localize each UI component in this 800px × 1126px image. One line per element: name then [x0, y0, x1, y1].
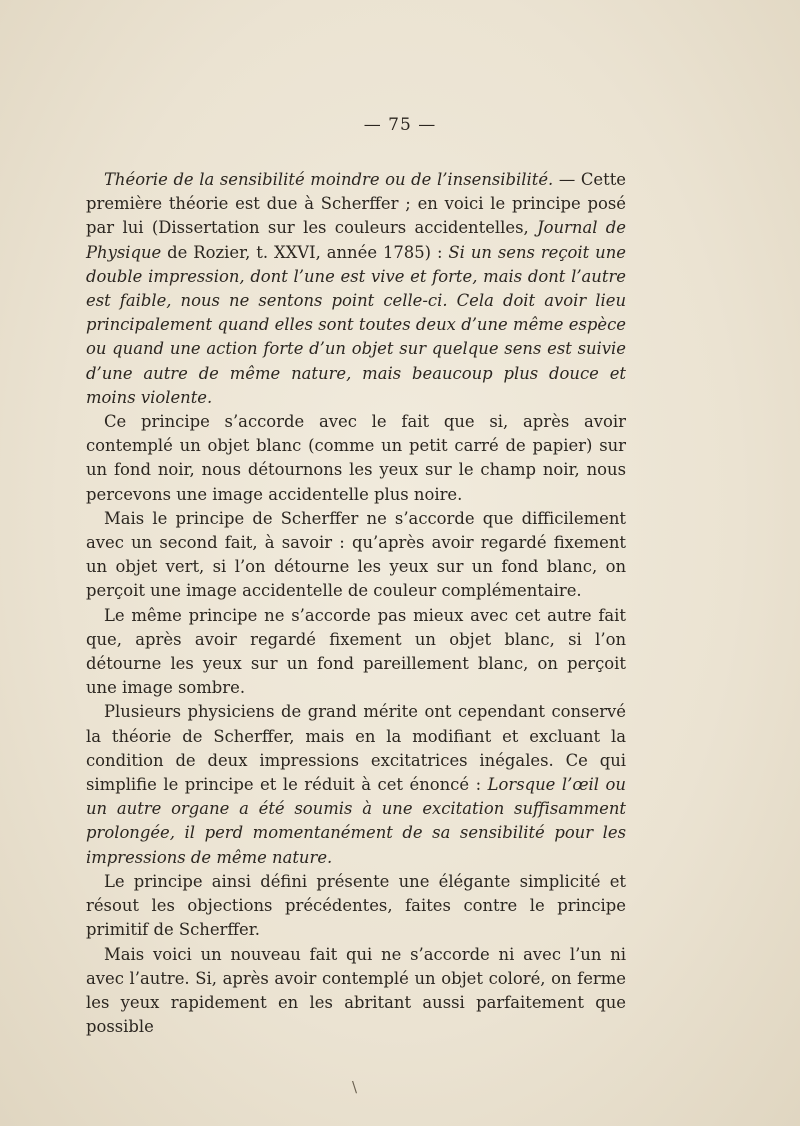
- journal-title: Journal de Physique: [86, 218, 627, 262]
- paragraph-text: Plusieurs physiciens de grand mérite ont cependant conservé la théorie de Scherffer, mais en la modifiant et excluant la condition de deux impressions excitatrices inégales. Ce qui simplifie le principe et le réduit à cet énoncé :: [86, 702, 626, 795]
- paragraph: Mais voici un nouveau fait qui ne s’accorde ni avec l’un ni avec l’autre. Si, après avoir contemplé un objet coloré, on ferme les yeux rapidement en les abritant aussi parfaitement que possible: [86, 944, 626, 1037]
- paragraph-modified-theory: [86, 700, 626, 869]
- modified-principle-quote: Lorsque l’œil ou un autre organe a été soumis à une excitation suffisamment prolongée, il perd momentanément de sa sensibilité pour les impressions de même nature.: [86, 775, 626, 867]
- ink-mark: \: [352, 1078, 358, 1096]
- paragraph: Ce principe s’accorde avec le fait que si, après avoir contemplé un objet blanc (comme un petit carré de papier) sur un fond noir, nous détournons les yeux sur le champ noir, nous percevons une image accidentelle plus noire.: [86, 412, 626, 504]
- paragraph-scherffer-theory: [86, 168, 626, 410]
- paragraph: Mais le principe de Scherffer ne s’accorde que difficilement avec un second fait, à savoir : qu’après avoir regardé fixement un objet vert, si l’on détourne les yeux sur un fond blanc, on perçoit une image accidentelle de couleur complémentaire.: [86, 508, 626, 601]
- section-heading: Théorie de la sensibilité moindre ou de l’insensibilité.: [104, 170, 554, 189]
- paragraph-text: de Rozier, t. XXVI, année 1785) :: [161, 242, 449, 262]
- principle-quote: Si un sens reçoit une double impression, dont l’une est vive et forte, mais dont l’autre est faible, nous ne sentons point celle-ci. Cela doit avoir lieu principalement quand elles sont toutes deux d’une même espèce ou quand une action forte d’un objet sur quelque sens est suivie d’une autre de même nature, mais beaucoup plus douce et moins violente.: [86, 242, 626, 407]
- paragraph-text: — Cette première théorie est due à Scherffer ; en voici le principe posé par lui (Dissertation sur les couleurs accidentelles,: [86, 170, 626, 238]
- paragraph: Le principe ainsi défini présente une élégante simplicité et résout les objections précédentes, faites contre le principe primitif de Scherffer.: [86, 871, 626, 940]
- paragraph: Le même principe ne s’accorde pas mieux avec cet autre fait que, après avoir regardé fixement un objet blanc, si l’on détourne les yeux sur un fond pareillement blanc, on perçoit une image sombre.: [86, 605, 626, 698]
- body-text: [86, 168, 626, 1039]
- page-number: — 75 —: [363, 115, 437, 135]
